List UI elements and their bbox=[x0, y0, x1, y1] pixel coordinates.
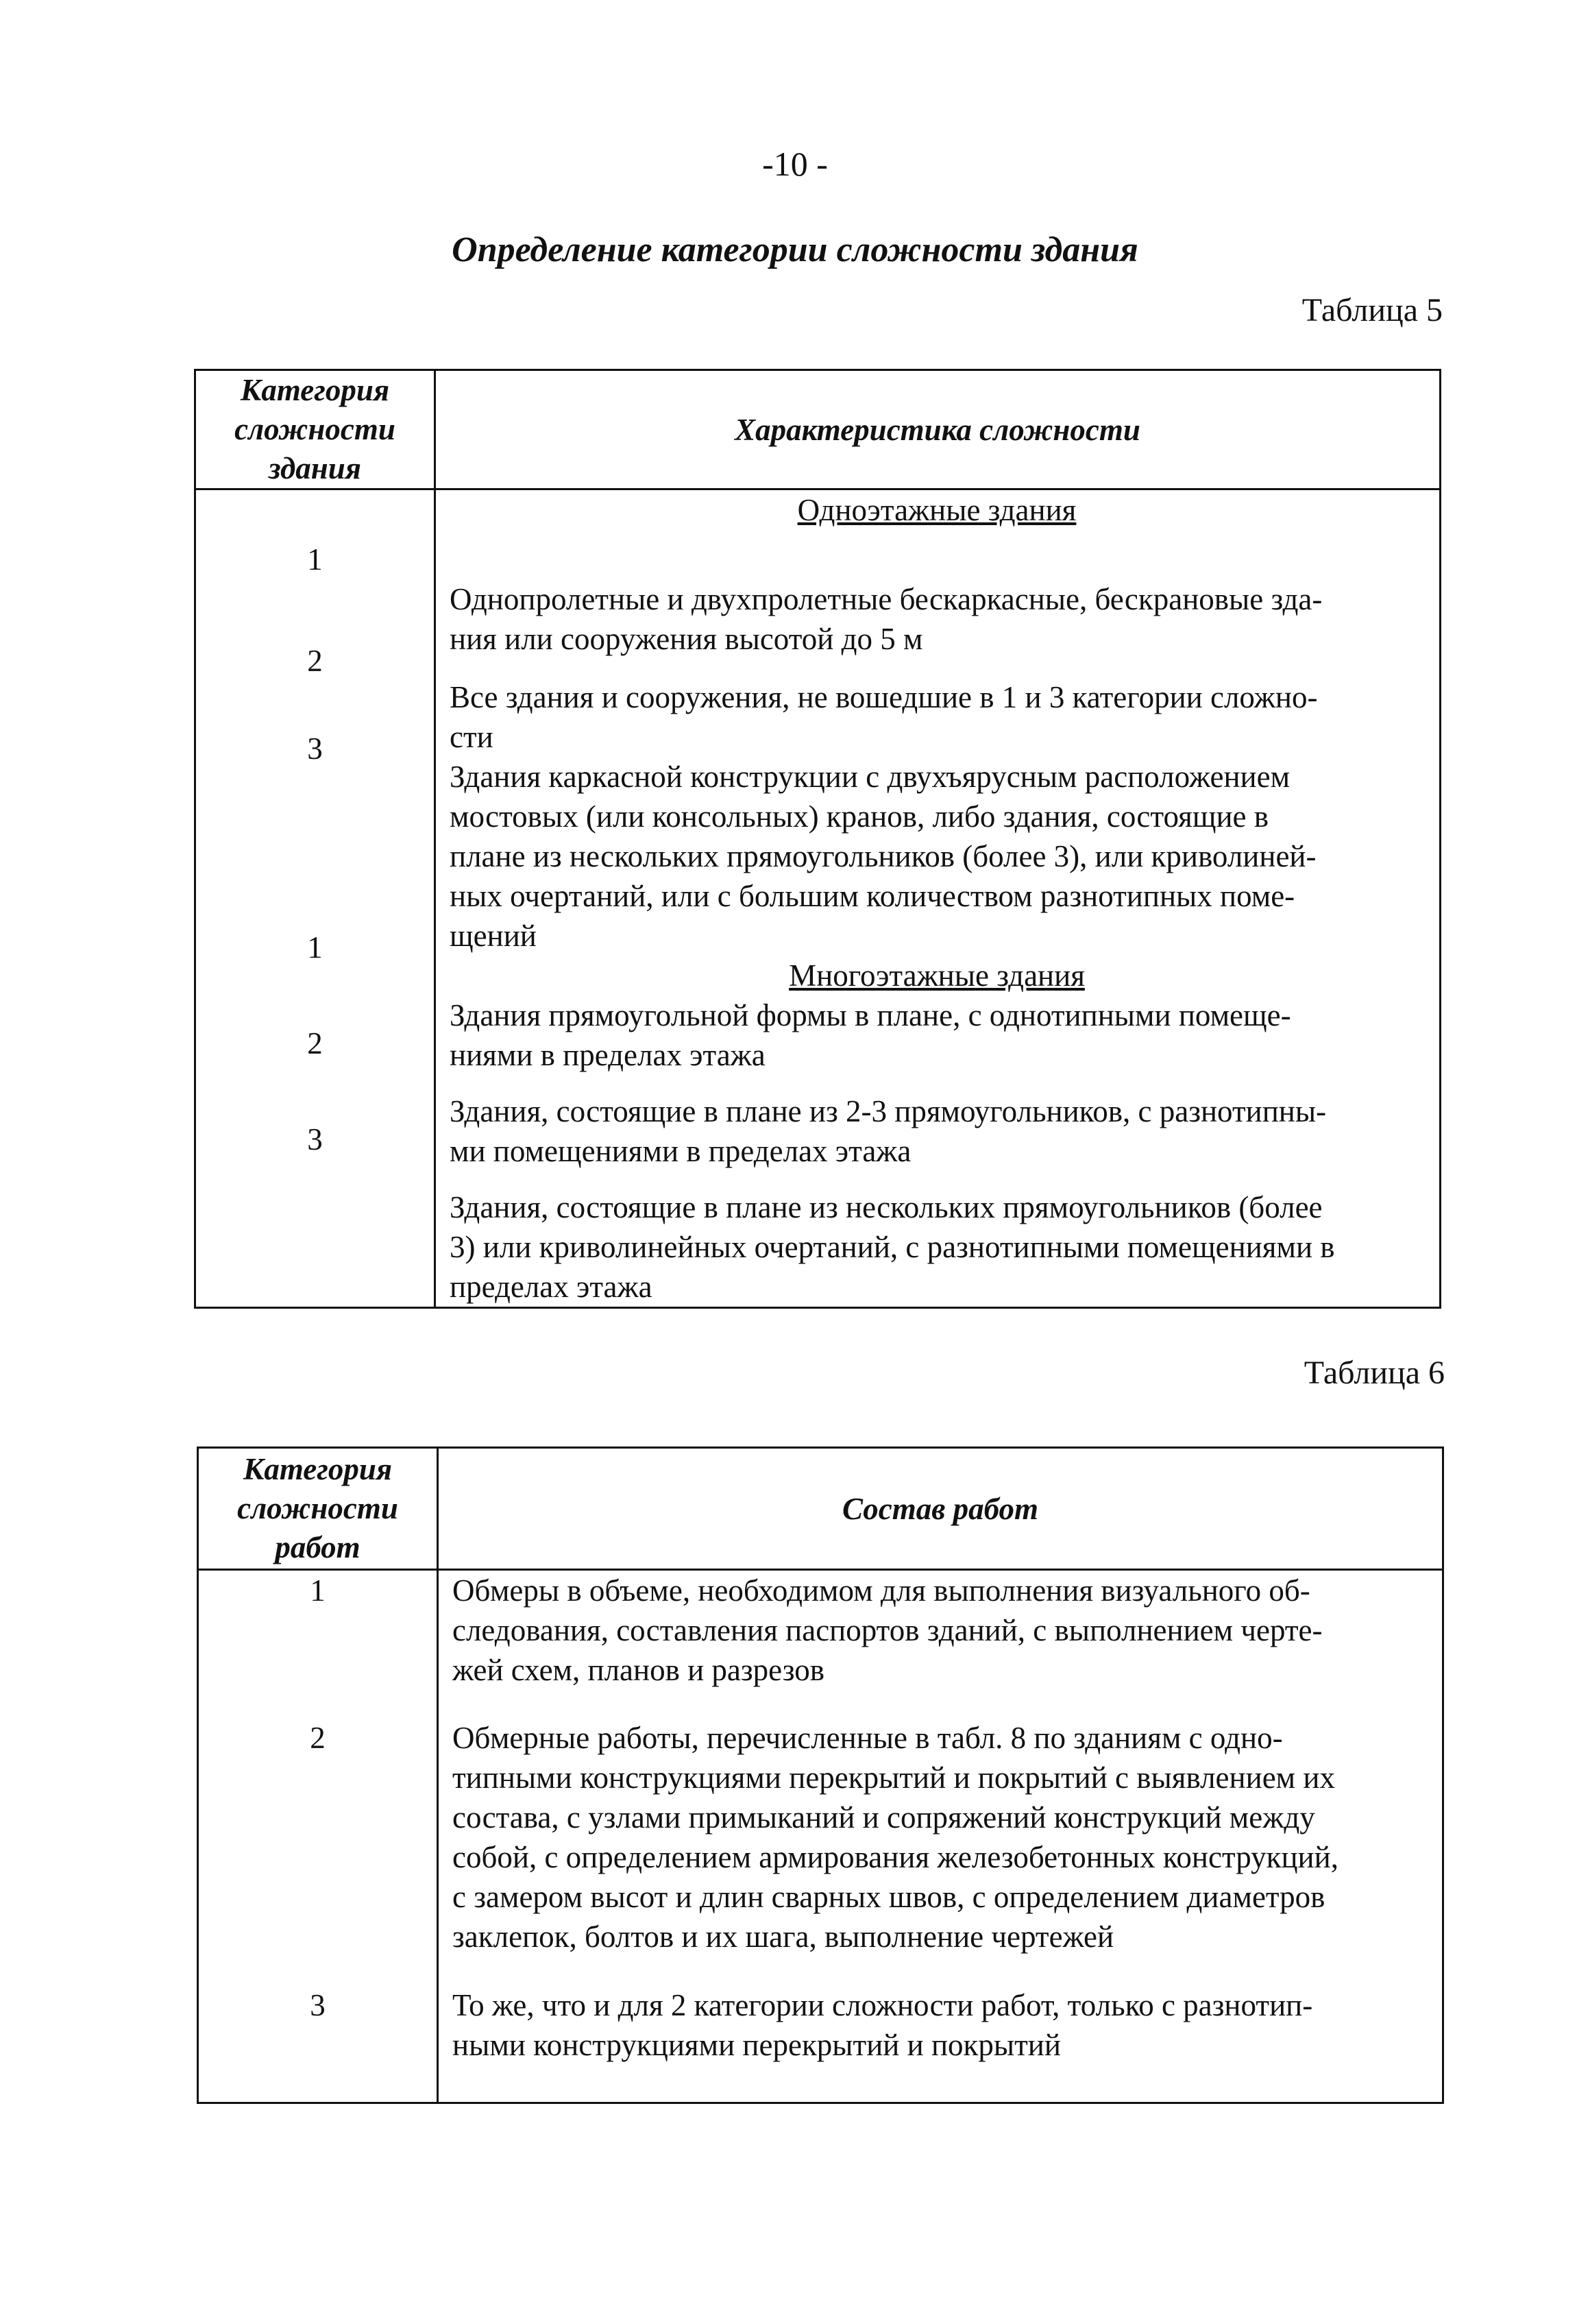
category-value: 2 bbox=[310, 1721, 326, 1755]
category-column bbox=[198, 1570, 438, 2103]
category-value: 2 bbox=[307, 1026, 323, 1061]
header-category: Категория сложности работ bbox=[198, 1448, 438, 1570]
description-column bbox=[435, 489, 1441, 1308]
header-category: Категория сложности здания bbox=[195, 370, 435, 489]
category-value: 3 bbox=[307, 1122, 323, 1157]
description-row: Все здания и сооружения, не вошедшие в 1 и 3 категории сложно- сти bbox=[450, 680, 1318, 754]
description-row: Здания, состоящие в плане из 2-3 прямоугольников, с разнотипны- ми помещениями в пределах этажа bbox=[450, 1094, 1327, 1168]
table-6-label: Таблица 6 bbox=[1304, 1355, 1445, 1391]
group-heading: Многоэтажные здания bbox=[789, 958, 1085, 993]
description-row: Здания каркасной конструкции с двухъярусным расположением мостовых (или консольных) кранов, либо здания, состоящие в плане из нескольких прямоугольников (более 3), или криволиней- ных очертаний, или с большим количеством разнотипных поме- щений bbox=[450, 760, 1317, 953]
header-characteristic: Характеристика сложности bbox=[435, 370, 1441, 489]
composition-row: То же, что и для 2 категории сложности работ, только с разнотип- ными конструкциями перекрытий и покрытий bbox=[452, 1988, 1313, 2062]
category-value: 1 bbox=[307, 542, 323, 577]
work-composition-table bbox=[197, 1447, 1444, 2104]
group-heading: Одноэтажные здания bbox=[797, 493, 1077, 527]
header-composition: Состав работ bbox=[438, 1448, 1443, 1570]
description-row: Здания прямоугольной формы в плане, с однотипными помеще- ниями в пределах этажа bbox=[450, 998, 1291, 1072]
category-value: 3 bbox=[307, 731, 323, 766]
page-number: -10 - bbox=[762, 145, 828, 183]
category-value: 3 bbox=[310, 1988, 326, 2022]
category-value: 1 bbox=[310, 1573, 326, 1608]
composition-column bbox=[438, 1570, 1443, 2103]
description-row: Здания, состоящие в плане из нескольких прямоугольников (более 3) или криволинейных очертаний, с разнотипными помещениями в пределах этажа bbox=[450, 1190, 1335, 1304]
page-title: Определение категории сложности здания bbox=[452, 230, 1138, 269]
composition-row: Обмеры в объеме, необходимом для выполнения визуального об- следования, составления паспортов зданий, с выполнением черте- жей схем, планов и разрезов bbox=[452, 1573, 1323, 1687]
building-complexity-table bbox=[194, 369, 1441, 1309]
category-column bbox=[195, 489, 435, 1308]
category-value: 1 bbox=[307, 930, 323, 965]
composition-row: Обмерные работы, перечисленные в табл. 8 по зданиям с одно- типными конструкциями перекрытий и покрытий с выявлением их состава, с узлами примыканий и сопряжений конструкций между собой, с определением армирования железобетонных конструкций, с замером высот и длин сварных швов, с определением диаметров заклепок, болтов и их шага, выполнение чертежей bbox=[452, 1721, 1338, 1954]
category-value: 2 bbox=[307, 644, 323, 678]
table-5-label: Таблица 5 bbox=[1301, 292, 1443, 328]
description-row: Однопролетные и двухпролетные бескаркасные, бескрановые зда- ния или сооружения высотой до 5 м bbox=[450, 582, 1323, 656]
